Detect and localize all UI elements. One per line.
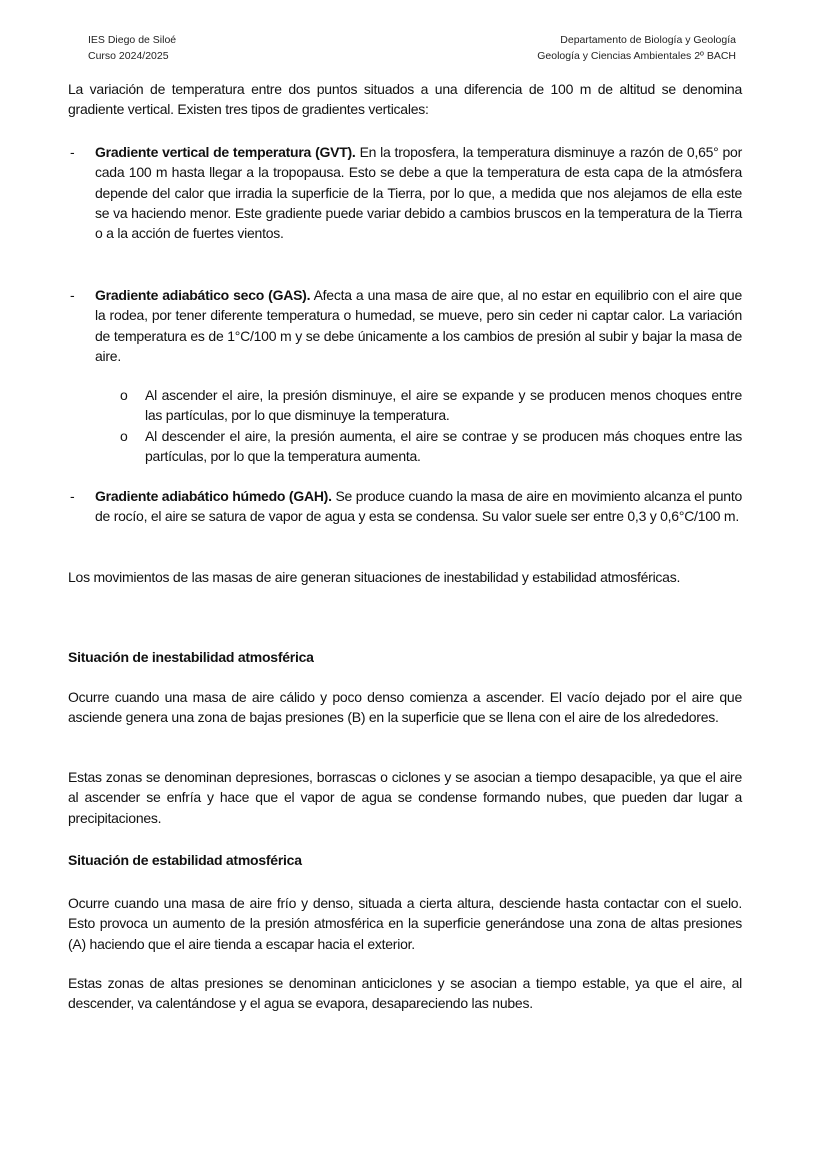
gradient-item-gah	[68, 486, 742, 527]
subitem-descend	[118, 426, 742, 467]
stability-paragraph-2: Estas zonas de altas presiones se denominan anticiclones y se asocian a tiempo estable, ya que el aire, al descender, va calentándose y el agua se evapora, desapareciendo las nubes.	[68, 975, 742, 1012]
header-right	[537, 32, 736, 64]
subitem-text: Al descender el aire, la presión aumenta, el aire se contrae y se producen más choques entre las partículas, por lo que la temperatura aumenta.	[145, 427, 742, 464]
stability-heading: Situación de estabilidad atmosférica	[68, 852, 302, 868]
dash-bullet: -	[70, 287, 75, 303]
gradient-item-gas	[68, 285, 742, 366]
circle-bullet: o	[120, 387, 128, 403]
gradient-item-gvt	[68, 142, 742, 243]
subitem-ascend	[118, 385, 742, 426]
gradient-title: Gradiente adiabático húmedo (GAH).	[95, 488, 332, 504]
gradient-text: Afecta a una masa de aire que, al no estar en equilibrio con el aire que la rodea, por tener diferente temperatura o humedad, se mueve, pero sin ceder ni captar calor. La variación de temperatura es de 1°C/100 m y se debe únicamente a los cambios de presión al subir y bajar la masa de aire.	[95, 287, 742, 364]
subitem-text: Al ascender el aire, la presión disminuye, el aire se expande y se producen menos choques entre las partículas, por lo que disminuye la temperatura.	[145, 387, 742, 424]
gas-subitems	[118, 385, 742, 466]
intro-paragraph: La variación de temperatura entre dos puntos situados a una diferencia de 100 m de altitud se denomina gradiente vertical. Existen tres tipos de gradientes verticales:	[68, 81, 742, 118]
circle-bullet: o	[120, 427, 128, 444]
subject-name: Geología y Ciencias Ambientales 2º BACH	[537, 50, 736, 62]
gradient-text: Se produce cuando la masa de aire en movimiento alcanza el punto de rocío, el aire se satura de vapor de agua y esta se condensa. Su valor suele ser entre 0,3 y 0,6°C/100 m.	[95, 488, 742, 525]
instability-paragraph-2: Estas zonas se denominan depresiones, borrascas o ciclones y se asocian a tiempo desapacible, ya que el aire al ascender se enfría y hace que el vapor de agua se condense formando nubes, que pueden dar lugar a precipitaciones.	[68, 769, 742, 826]
header-left	[88, 32, 176, 64]
department-name: Departamento de Biología y Geología	[560, 34, 736, 46]
dash-bullet: -	[70, 488, 75, 504]
movements-paragraph: Los movimientos de las masas de aire generan situaciones de inestabilidad y estabilidad atmosféricas.	[68, 569, 681, 585]
school-name: IES Diego de Siloé	[88, 34, 177, 46]
dash-bullet: -	[70, 144, 75, 160]
gradient-text: En la troposfera, la temperatura disminuye a razón de 0,65° por cada 100 m hasta llegar a la tropopausa. Esto se debe a que la temperatura de esta capa de la atmósfera depende del calor que irradia la superficie de la Tierra, por lo que, a medida que nos alejamos de ella este se va haciendo menor. Este gradiente puede variar debido a cambios bruscos en la temperatura de la Tierra o a la acción de fuertes vientos.	[95, 144, 742, 242]
gradient-title: Gradiente adiabático seco (GAS).	[95, 287, 311, 303]
instability-heading: Situación de inestabilidad atmosférica	[68, 649, 314, 665]
instability-paragraph-1: Ocurre cuando una masa de aire cálido y poco denso comienza a ascender. El vacío dejado por el aire que asciende genera una zona de bajas presiones (B) en la superficie que se llena con el aire de los alrededores.	[68, 689, 742, 726]
gradient-title: Gradiente vertical de temperatura (GVT).	[95, 144, 356, 160]
stability-paragraph-1: Ocurre cuando una masa de aire frío y denso, situada a cierta altura, desciende hasta contactar con el suelo. Esto provoca un aumento de la presión atmosférica en la superficie generándose una zona de altas presiones (A) haciendo que el aire tienda a escapar hacia el exterior.	[68, 895, 742, 952]
course-year: Curso 2024/2025	[88, 50, 169, 62]
